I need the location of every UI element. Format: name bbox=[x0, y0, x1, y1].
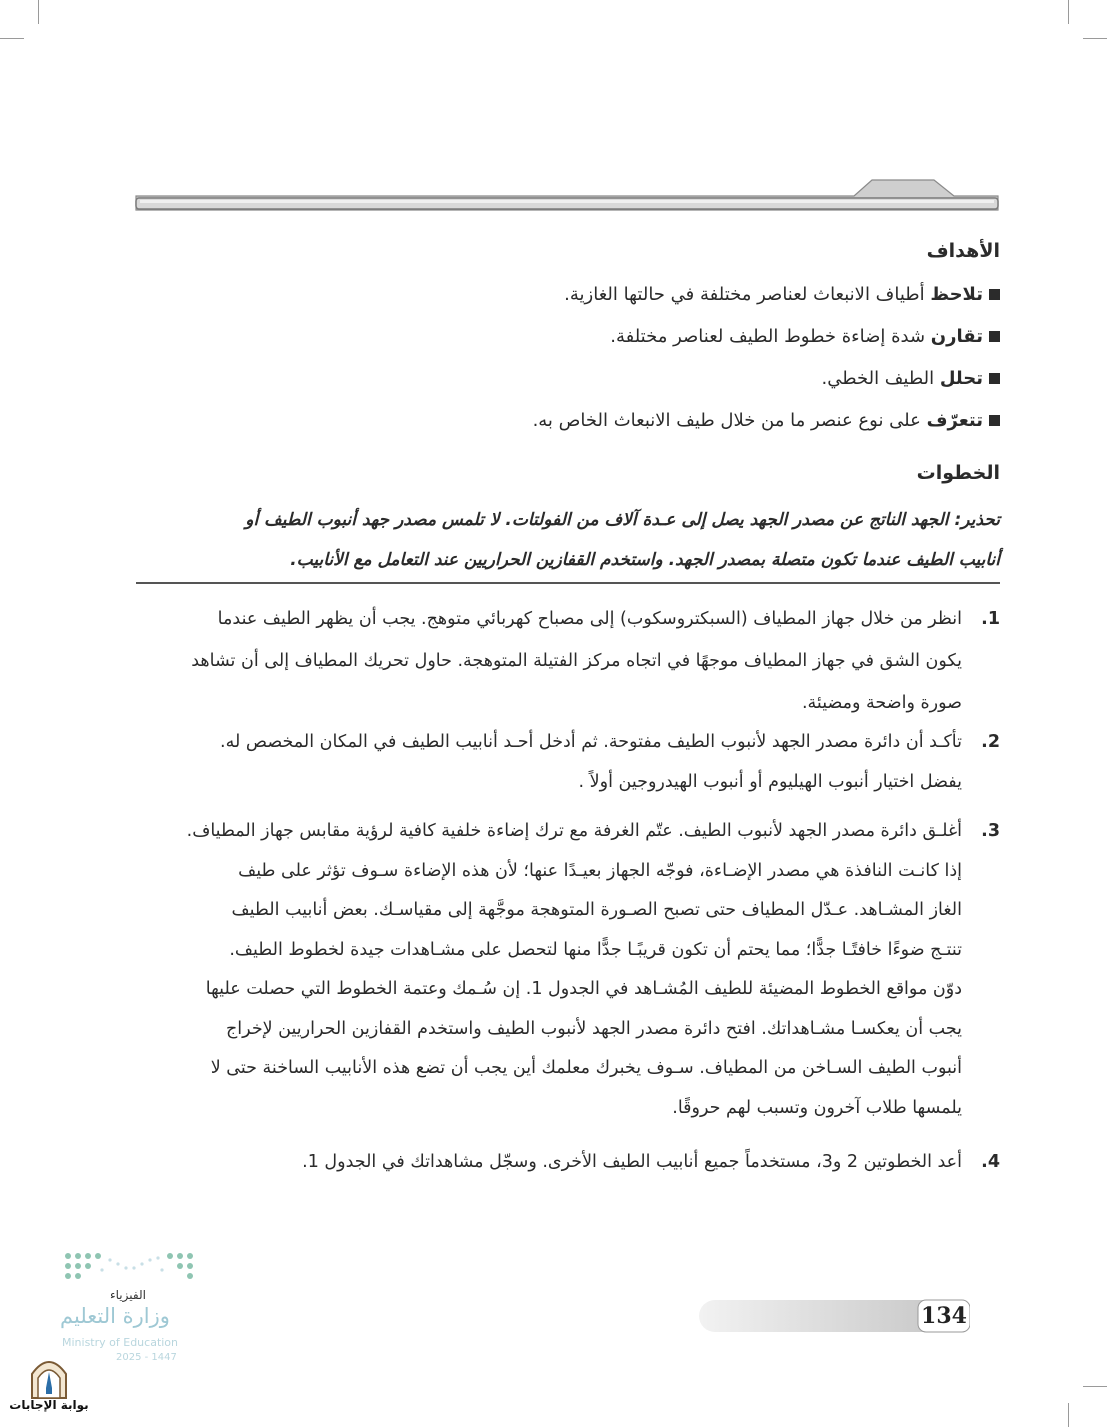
crop-mark bbox=[1083, 1386, 1107, 1387]
divider bbox=[136, 582, 1000, 584]
objective-item bbox=[610, 326, 1000, 347]
step-line: يكون الشق في جهاز المطياف موجهًا في اتجاه مركز الفتيلة المتوهجة. حاول تحريك المطياف إلى أن تشاهد bbox=[191, 651, 962, 671]
step-line: يفضل اختيار أنبوب الهيليوم أو أنبوب الهيدروجين أولاً . bbox=[578, 772, 962, 792]
objective-text: الطيف الخطي. bbox=[821, 368, 935, 389]
step-line: تنتـج ضوءًا خافتًـا جدًّا؛ مما يحتم أن تكون قريبًـا جدًّا منها لتحصل على مشـاهدات جيدة لخطوط الطيف. bbox=[229, 939, 962, 960]
step-2 bbox=[136, 722, 1000, 802]
warning-line: تحذير: الجهد الناتج عن مصدر الجهد يصل إلى عـدة آلاف من الفولتات. لا تلمس مصدر جهد أنبوب الطيف أو bbox=[245, 510, 1000, 530]
objective-verb: تلاحظ bbox=[930, 284, 983, 305]
step-number: .3 bbox=[981, 821, 1000, 841]
objective-verb: تتعرّف bbox=[926, 410, 983, 431]
subject-label: الفيزياء bbox=[110, 1288, 146, 1302]
step-line: يلمسها طلاب آخرون وتسبب لهم حروقًا. bbox=[672, 1097, 962, 1118]
step-line: الغاز المشـاهد. عـدّل المطياف حتى تصبح الصـورة المتوهجة موجَّهة إلى مقياسـك. بعض أنابيب الطيف bbox=[231, 900, 962, 920]
watermark-text: بوابة الإجابات bbox=[9, 1398, 89, 1412]
header-bar bbox=[134, 172, 1000, 214]
ministry-name-en: Ministry of Education bbox=[62, 1336, 179, 1349]
step-line: يجب أن يعكسـا مشـاهداتك. افتح دائرة مصدر الجهد لأنبوب الطيف واستخدم القفازين الحراريين لإخراج bbox=[226, 1018, 962, 1039]
objective-verb: تحلل bbox=[939, 368, 983, 389]
objective-item bbox=[821, 368, 1000, 389]
step-line: أعد الخطوتين 2 و3، مستخدماً جميع أنابيب الطيف الأخرى. وسجّل مشاهداتك في الجدول 1. bbox=[302, 1152, 962, 1172]
step-1 bbox=[136, 598, 1000, 724]
warning-line: أنابيب الطيف عندما تكون متصلة بمصدر الجهد. واستخدم القفازين الحراريين عند التعامل مع الأنابيب. bbox=[290, 550, 1000, 570]
safety-warning bbox=[136, 500, 1000, 580]
step-4 bbox=[136, 1142, 1000, 1182]
bullet-square-icon bbox=[989, 289, 1000, 300]
step-line: إذا كانـت النافذة هي مصدر الإضـاءة، فوجّه الجهاز بعيـدًا عنها؛ لأن هذه الإضاءة سـوف تؤثر على طيف bbox=[238, 860, 962, 881]
crop-mark bbox=[1068, 1403, 1069, 1427]
objective-text: على نوع عنصر ما من خلال طيف الانبعاث الخاص به. bbox=[532, 410, 921, 431]
ministry-name-ar: وزارة التعليم bbox=[60, 1304, 170, 1328]
step-line: صورة واضحة ومضيئة. bbox=[801, 693, 962, 713]
step-line: أغلـق دائرة مصدر الجهد لأنبوب الطيف. عتّم الغرفة مع ترك إضاءة خلفية كافية لرؤية مقابس جهاز المطياف. bbox=[186, 821, 962, 841]
objective-item bbox=[533, 410, 1000, 431]
step-line: أنبوب الطيف السـاخن من المطياف. سـوف يخبرك معلمك أين يجب أن تضع هذه الأنابيب الساخنة حتى لا bbox=[210, 1058, 962, 1078]
step-number: .4 bbox=[981, 1152, 1000, 1172]
objective-text: شدة إضاءة خطوط الطيف لعناصر مختلفة. bbox=[610, 326, 926, 347]
edition-year: 2025 - 1447 bbox=[116, 1352, 177, 1363]
step-number: .2 bbox=[981, 732, 1000, 752]
bullet-square-icon bbox=[989, 373, 1000, 384]
step-line: انظر من خلال جهاز المطياف (السبكتروسكوب) إلى مصباح كهربائي متوهج. يجب أن يظهر الطيف عندما bbox=[217, 609, 962, 629]
page-number: 134 bbox=[921, 1303, 967, 1329]
ministry-logo bbox=[58, 1248, 208, 1363]
objective-item bbox=[564, 284, 1000, 305]
objective-verb: تقارن bbox=[930, 326, 983, 347]
crop-mark bbox=[1083, 38, 1107, 39]
crop-mark bbox=[1068, 0, 1069, 24]
step-number: .1 bbox=[981, 609, 1000, 629]
bullet-square-icon bbox=[989, 415, 1000, 426]
mosque-icon bbox=[2, 1348, 96, 1400]
crop-mark bbox=[0, 38, 24, 39]
step-line: تأكـد أن دائرة مصدر الجهد لأنبوب الطيف مفتوحة. ثم أدخل أحـد أنابيب الطيف في المكان المخصص له. bbox=[220, 732, 962, 752]
step-3 bbox=[136, 812, 1000, 1128]
procedure-title: الخطوات bbox=[916, 462, 1000, 484]
objectives-title: الأهداف bbox=[926, 240, 1000, 262]
bullet-square-icon bbox=[989, 331, 1000, 342]
objective-text: أطياف الانبعاث لعناصر مختلفة في حالتها الغازية. bbox=[564, 284, 925, 305]
crop-mark bbox=[38, 0, 39, 24]
watermark-badge bbox=[2, 1348, 122, 1423]
logo-dots-icon bbox=[58, 1248, 204, 1288]
step-line: دوّن مواقع الخطوط المضيئة للطيف المُشـاهد في الجدول 1. إن سُـمك وعتمة الخطوط التي حصلت عليها bbox=[205, 979, 962, 999]
